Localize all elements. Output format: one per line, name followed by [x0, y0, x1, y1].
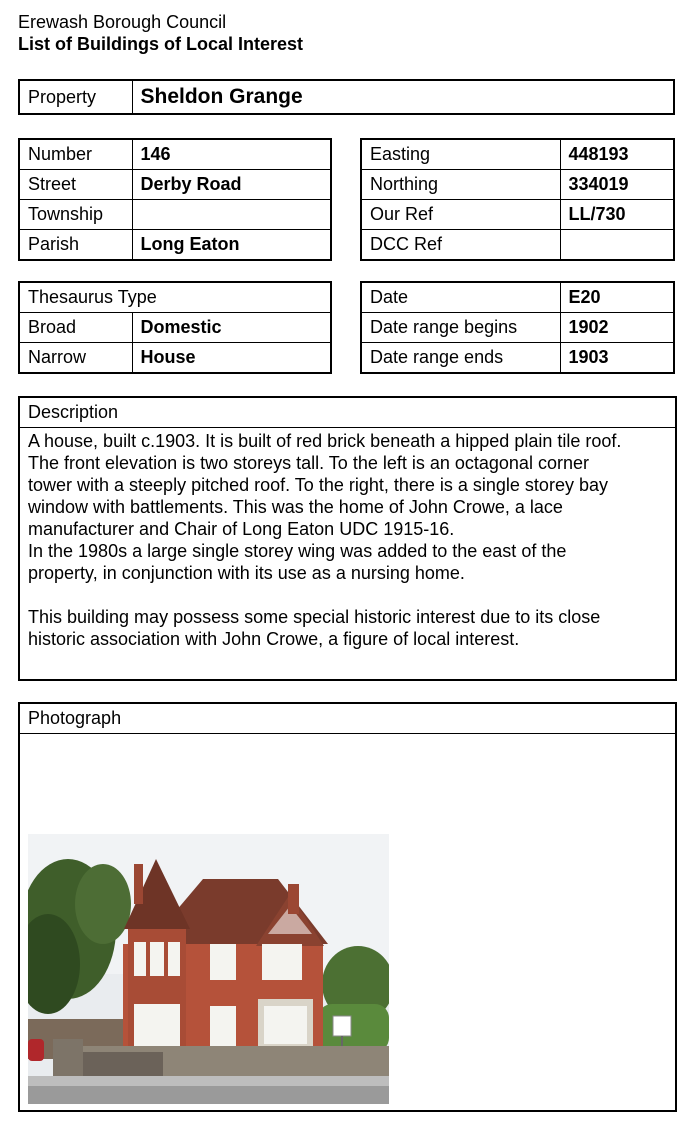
- property-name: Sheldon Grange: [132, 80, 674, 114]
- building-photo: [28, 834, 389, 1104]
- township-value: [132, 200, 331, 230]
- number-value: 146: [132, 139, 331, 170]
- street-label: Street: [19, 170, 132, 200]
- easting-label: Easting: [361, 139, 560, 170]
- description-line: manufacturer and Chair of Long Eaton UDC 1915-16.: [28, 519, 455, 539]
- description-line: tower with a steeply pitched roof. To the right, there is a single storey bay: [28, 475, 608, 495]
- property-table: [18, 79, 675, 115]
- photograph-label: Photograph: [20, 704, 675, 734]
- date-table: [360, 281, 675, 374]
- property-label: Property: [19, 80, 132, 114]
- narrow-value: House: [132, 343, 331, 374]
- date-ends-value: 1903: [560, 343, 674, 374]
- easting-value: 448193: [560, 139, 674, 170]
- thesaurus-table: [18, 281, 332, 374]
- description-label: Description: [20, 398, 675, 428]
- reference-table: [360, 138, 675, 261]
- broad-label: Broad: [19, 313, 132, 343]
- northing-label: Northing: [361, 170, 560, 200]
- township-label: Township: [19, 200, 132, 230]
- photograph-box: [18, 702, 677, 1112]
- closing-line: historic association with John Crowe, a figure of local interest.: [28, 629, 520, 649]
- date-begins-value: 1902: [560, 313, 674, 343]
- parish-value: Long Eaton: [132, 230, 331, 261]
- our-ref-value: LL/730: [560, 200, 674, 230]
- thesaurus-label: Thesaurus Type: [19, 282, 331, 313]
- date-value: E20: [560, 282, 674, 313]
- description-line: property, in conjunction with its use as a nursing home.: [28, 563, 465, 583]
- location-table: [18, 138, 332, 261]
- description-line: A house, built c.1903. It is built of red brick beneath a hipped plain tile roof.: [28, 431, 622, 451]
- date-begins-label: Date range begins: [361, 313, 560, 343]
- list-title: List of Buildings of Local Interest: [18, 34, 304, 54]
- date-ends-label: Date range ends: [361, 343, 560, 374]
- narrow-label: Narrow: [19, 343, 132, 374]
- council-name: Erewash Borough Council: [18, 12, 227, 32]
- description-text: [20, 428, 675, 652]
- description-line: The front elevation is two storeys tall. To the left is an octagonal corner: [28, 453, 589, 473]
- number-label: Number: [19, 139, 132, 170]
- description-line: In the 1980s a large single storey wing was added to the east of the: [28, 541, 567, 561]
- broad-value: Domestic: [132, 313, 331, 343]
- street-value: Derby Road: [132, 170, 331, 200]
- dcc-ref-value: [560, 230, 674, 261]
- date-label: Date: [361, 282, 560, 313]
- description-box: [18, 396, 677, 681]
- northing-value: 334019: [560, 170, 674, 200]
- description-line: window with battlements. This was the home of John Crowe, a lace: [28, 497, 563, 517]
- closing-line: This building may possess some special historic interest due to its close: [28, 607, 601, 627]
- parish-label: Parish: [19, 230, 132, 261]
- dcc-ref-label: DCC Ref: [361, 230, 560, 261]
- our-ref-label: Our Ref: [361, 200, 560, 230]
